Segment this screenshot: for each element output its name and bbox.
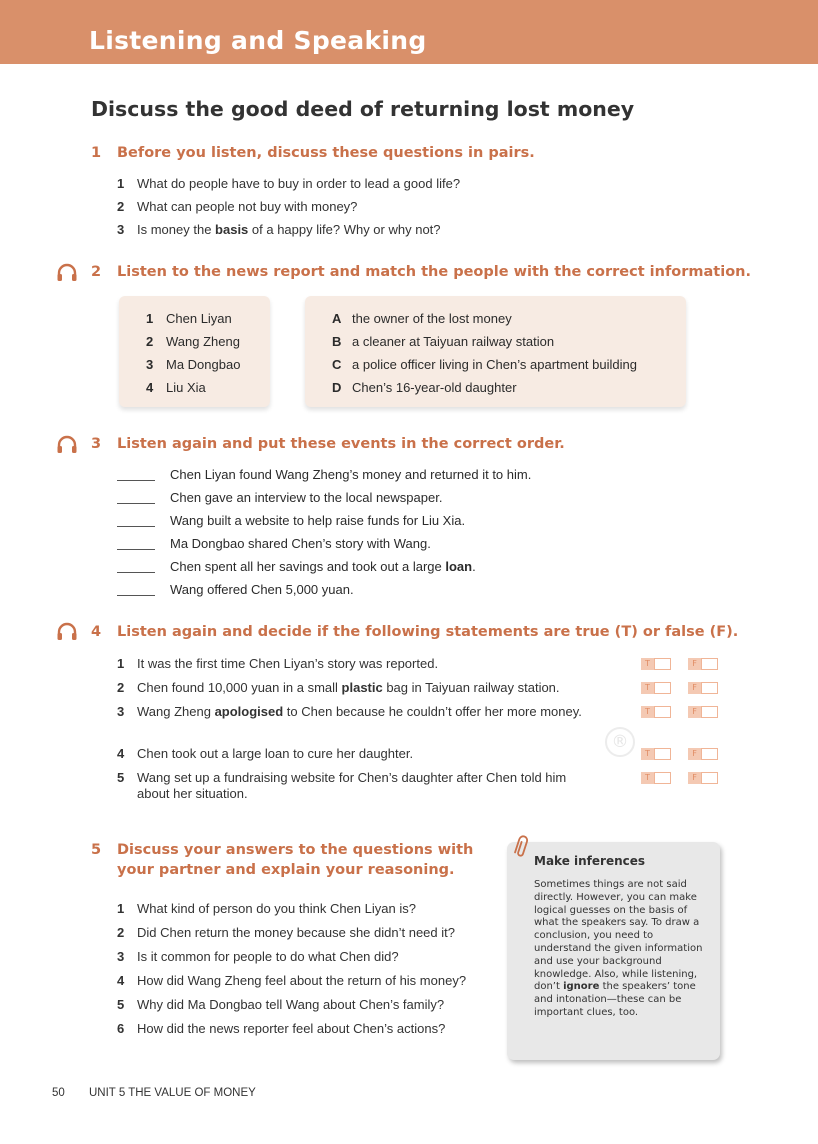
event-item: Chen gave an interview to the local newspaper. (170, 490, 443, 505)
banner-title: Listening and Speaking (89, 26, 427, 55)
section-2-number: 2 (91, 264, 102, 280)
section-1-number: 1 (91, 145, 102, 161)
paperclip-icon (511, 834, 531, 860)
page-number: 50 (52, 1087, 65, 1099)
section-5-number: 5 (91, 842, 102, 858)
tip-box (507, 842, 720, 1060)
order-blank[interactable] (117, 526, 155, 527)
order-blank[interactable] (117, 595, 155, 596)
headphones-icon (56, 263, 78, 283)
section-3-title: Listen again and put these events in the correct order. (117, 436, 565, 452)
section-1-title: Before you listen, discuss these questions in pairs. (117, 145, 535, 161)
false-checkbox[interactable]: F (688, 748, 718, 760)
false-checkbox[interactable]: F (688, 772, 718, 784)
true-checkbox[interactable]: T (641, 682, 671, 694)
event-item: Wang offered Chen 5,000 yuan. (170, 582, 354, 597)
true-checkbox[interactable]: T (641, 706, 671, 718)
headphones-icon (56, 622, 78, 642)
headphones-icon (56, 435, 78, 455)
event-item: Ma Dongbao shared Chen’s story with Wang. (170, 536, 431, 551)
false-checkbox[interactable]: F (688, 682, 718, 694)
true-checkbox[interactable]: T (641, 658, 671, 670)
section-banner (0, 0, 818, 64)
false-checkbox[interactable]: F (688, 706, 718, 718)
section-4-title: Listen again and decide if the following statements are true (T) or false (F). (117, 624, 739, 640)
tip-body: Sometimes things are not said directly. However, you can make logical guesses on the basis of what the speakers say. To draw a conclusion, you need to understand the given information and use your background knowledge. Also, while listening, don’t ignore the speakers’ tone and intonation—these can be important clues, too. (534, 879, 703, 1018)
section-3-number: 3 (91, 436, 102, 452)
section-5-title: Discuss your answers to the questions with your partner and explain your reasoning. (117, 842, 474, 878)
true-checkbox[interactable]: T (641, 772, 671, 784)
order-blank[interactable] (117, 480, 155, 481)
event-item: Wang built a website to help raise funds for Liu Xia. (170, 513, 466, 528)
section-4-number: 4 (91, 624, 102, 640)
order-blank[interactable] (117, 572, 155, 573)
unit-label: UNIT 5 THE VALUE OF MONEY (89, 1087, 256, 1099)
order-blank[interactable] (117, 549, 155, 550)
event-item: Chen spent all her savings and took out a large loan. (170, 559, 476, 574)
registered-watermark: ® (605, 727, 635, 757)
event-item: Chen Liyan found Wang Zheng’s money and returned it to him. (170, 467, 532, 482)
false-checkbox[interactable]: F (688, 658, 718, 670)
tip-title: Make inferences (534, 854, 646, 868)
true-checkbox[interactable]: T (641, 748, 671, 760)
section-2-title: Listen to the news report and match the people with the correct information. (117, 264, 751, 280)
order-blank[interactable] (117, 503, 155, 504)
page-heading: Discuss the good deed of returning lost money (91, 97, 635, 121)
